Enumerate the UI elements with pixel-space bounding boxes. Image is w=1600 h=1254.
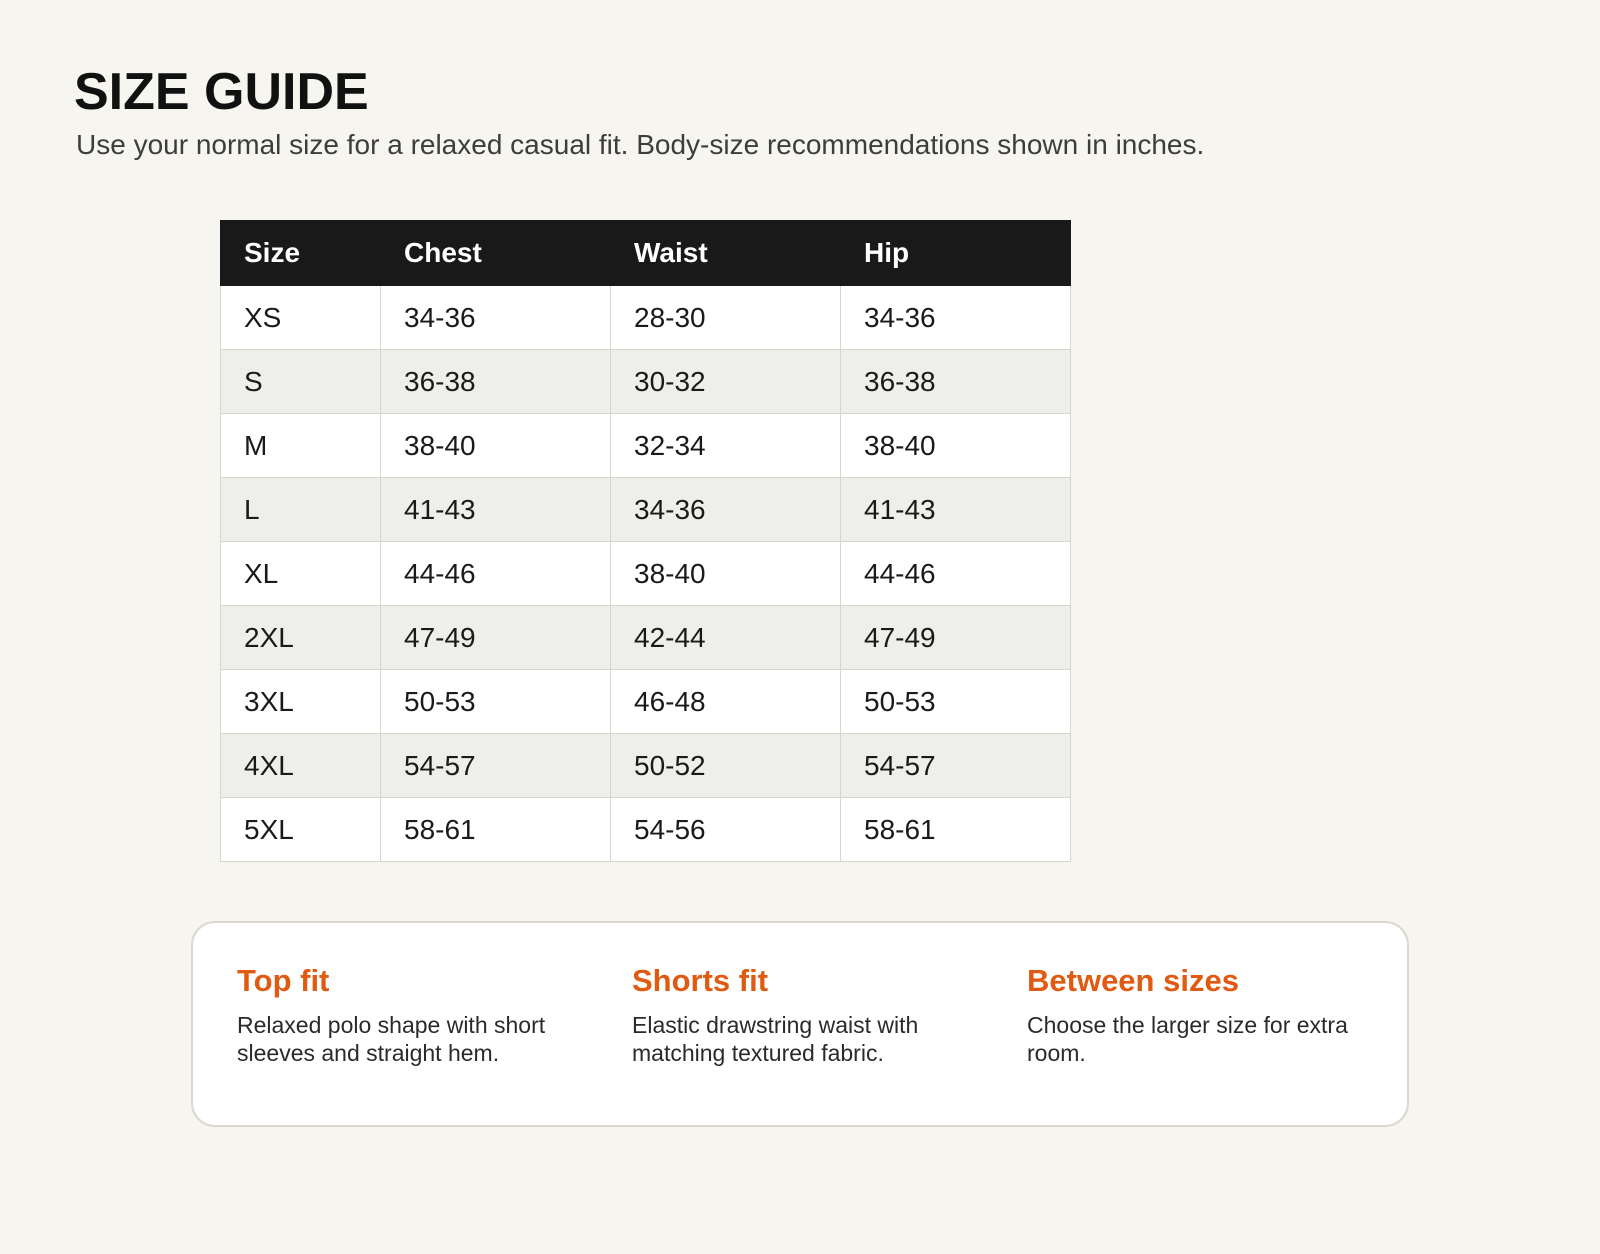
- hip-cell: 54-57: [841, 734, 1071, 798]
- waist-cell: 46-48: [611, 670, 841, 734]
- hip-cell: 38-40: [841, 414, 1071, 478]
- fit-note-text: Relaxed polo shape with short sleeves and straight hem.: [237, 1012, 546, 1066]
- waist-cell: 42-44: [611, 606, 841, 670]
- hip-cell: 50-53: [841, 670, 1071, 734]
- column-header-waist: Waist: [611, 221, 841, 286]
- chest-cell: 47-49: [381, 606, 611, 670]
- hip-cell: 47-49: [841, 606, 1071, 670]
- table-row: [221, 670, 1071, 734]
- hip-cell: 58-61: [841, 798, 1071, 862]
- size-cell: 2XL: [221, 606, 381, 670]
- waist-cell: 32-34: [611, 414, 841, 478]
- column-header-size: Size: [221, 221, 381, 286]
- size-cell: XS: [221, 286, 381, 350]
- fit-note-shorts: [632, 963, 972, 1067]
- hip-cell: 36-38: [841, 350, 1071, 414]
- table-row: [221, 798, 1071, 862]
- waist-cell: 50-52: [611, 734, 841, 798]
- fit-note-top: [237, 963, 577, 1067]
- waist-cell: 30-32: [611, 350, 841, 414]
- column-header-chest: Chest: [381, 221, 611, 286]
- table-row: [221, 414, 1071, 478]
- table-header: [221, 221, 1071, 286]
- fit-note-text: Elastic drawstring waist with matching textured fabric.: [632, 1012, 919, 1066]
- page-subtitle: Use your normal size for a relaxed casual fit. Body-size recommendations shown in inches.: [76, 129, 1205, 160]
- table-header-row: [221, 221, 1071, 286]
- column-header-hip: Hip: [841, 221, 1071, 286]
- table-row: [221, 286, 1071, 350]
- table-row: [221, 478, 1071, 542]
- chest-cell: 36-38: [381, 350, 611, 414]
- chest-cell: 50-53: [381, 670, 611, 734]
- waist-cell: 38-40: [611, 542, 841, 606]
- size-cell: L: [221, 478, 381, 542]
- hip-cell: 44-46: [841, 542, 1071, 606]
- chest-cell: 54-57: [381, 734, 611, 798]
- table-row: [221, 542, 1071, 606]
- table-row: [221, 734, 1071, 798]
- fit-note-heading: Shorts fit: [632, 963, 769, 998]
- table-row: [221, 350, 1071, 414]
- waist-cell: 28-30: [611, 286, 841, 350]
- fit-note-heading: Top fit: [237, 963, 330, 998]
- size-cell: S: [221, 350, 381, 414]
- chest-cell: 34-36: [381, 286, 611, 350]
- page-title: SIZE GUIDE: [74, 63, 369, 121]
- fit-note-text: Choose the larger size for extra room.: [1027, 1012, 1348, 1066]
- size-cell: XL: [221, 542, 381, 606]
- size-cell: 5XL: [221, 798, 381, 862]
- fit-notes-card: [191, 921, 1409, 1127]
- fit-note-heading: Between sizes: [1027, 963, 1239, 998]
- waist-cell: 34-36: [611, 478, 841, 542]
- fit-note-between-sizes: [1027, 963, 1367, 1067]
- chest-cell: 41-43: [381, 478, 611, 542]
- size-cell: M: [221, 414, 381, 478]
- chest-cell: 38-40: [381, 414, 611, 478]
- table-body: [221, 286, 1071, 862]
- size-cell: 4XL: [221, 734, 381, 798]
- hip-cell: 41-43: [841, 478, 1071, 542]
- chest-cell: 58-61: [381, 798, 611, 862]
- waist-cell: 54-56: [611, 798, 841, 862]
- hip-cell: 34-36: [841, 286, 1071, 350]
- size-cell: 3XL: [221, 670, 381, 734]
- size-table: [220, 220, 1071, 862]
- chest-cell: 44-46: [381, 542, 611, 606]
- table-row: [221, 606, 1071, 670]
